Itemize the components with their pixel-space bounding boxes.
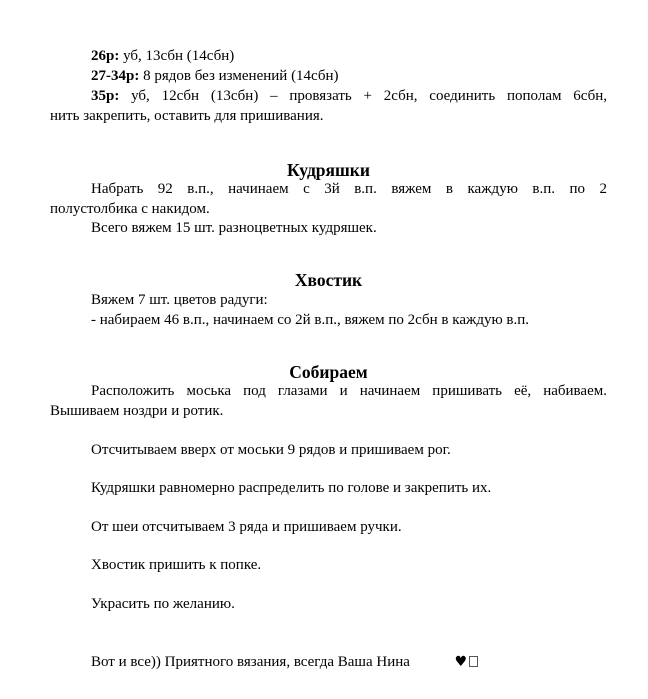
section-heading-assembly: Собираем bbox=[289, 362, 368, 382]
missing-glyph-icon bbox=[469, 656, 478, 667]
row-text: уб, 13сбн (14сбн) bbox=[119, 48, 235, 64]
row-35-line1 bbox=[50, 87, 607, 107]
closing-text: Вот и все)) Приятного вязания, всегда Ваша Нина bbox=[91, 654, 414, 670]
closing-line bbox=[50, 653, 607, 673]
section-heading-tail: Хвостик bbox=[294, 270, 363, 290]
assembly-step: Украсить по желанию. bbox=[91, 596, 235, 612]
row-label: 35р: bbox=[91, 88, 120, 104]
row-26 bbox=[50, 47, 607, 67]
tail-line-1: Вяжем 7 шт. цветов радуги: bbox=[91, 292, 268, 308]
tail-line-2: - набираем 46 в.п., начинаем со 2й в.п., вяжем по 2сбн в каждую в.п. bbox=[91, 312, 530, 328]
row-text: 8 рядов без изменений (14сбн) bbox=[139, 68, 339, 84]
assembly-step: Хвостик пришить к попке. bbox=[91, 557, 262, 573]
assembly-step: От шеи отсчитываем 3 ряда и пришиваем ручки. bbox=[91, 519, 402, 535]
curls-line-1: Набрать 92 в.п., начинаем с 3й в.п. вяжем в каждую в.п. по 2 bbox=[91, 181, 607, 197]
assembly-step: Отсчитываем вверх от моськи 9 рядов и пришиваем рог. bbox=[91, 442, 451, 458]
assembly-step: Кудряшки равномерно распределить по голове и закрепить их. bbox=[91, 480, 492, 496]
row-35-line2: нить закрепить, оставить для пришивания. bbox=[50, 108, 324, 124]
heart-icon: ♥ bbox=[454, 654, 468, 670]
row-label: 26р: bbox=[91, 48, 120, 64]
row-text: уб, 12сбн (13сбн) – провязать + 2сбн, соединить пополам 6сбн, bbox=[119, 88, 607, 104]
section-heading-curls: Кудряшки bbox=[287, 160, 370, 180]
assembly-line-1: Расположить моська под глазами и начинаем пришивать её, набиваем. bbox=[91, 383, 607, 399]
assembly-line-2: Вышиваем ноздри и ротик. bbox=[50, 403, 224, 419]
row-27-34 bbox=[50, 67, 607, 87]
curls-line-3: Всего вяжем 15 шт. разноцветных кудряшек. bbox=[91, 220, 377, 236]
row-label: 27-34р: bbox=[91, 68, 140, 84]
curls-line-2: полустолбика с накидом. bbox=[50, 201, 210, 217]
